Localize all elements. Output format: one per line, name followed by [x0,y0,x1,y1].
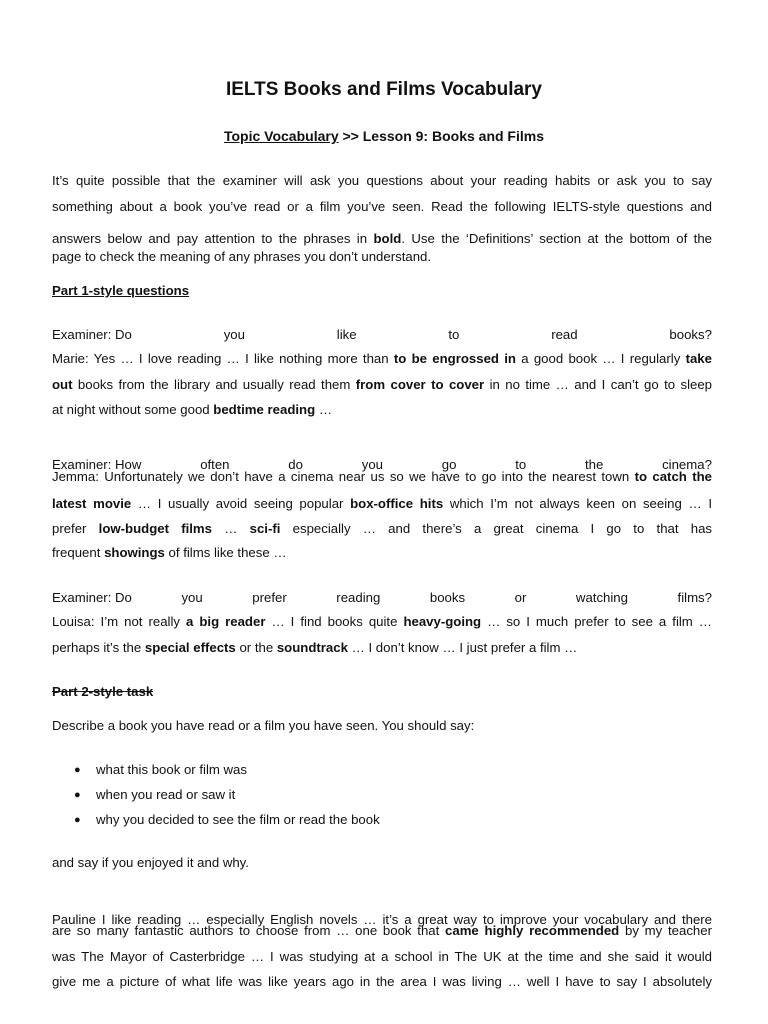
pauline-line-2: are so many fantastic authors to choose from … one book that came highly recommended by my teacher [52,923,712,938]
answer-2-line-4: frequent showings of films like these … [52,545,287,560]
answer-3-line-1: Louisa: I’m not really a big reader … I find books quite heavy-going … so I much prefer to see a film … [52,614,712,629]
bullet-icon: ● [74,764,81,776]
question-3: Examiner: Do you prefer reading books or watching films? [52,590,712,605]
question-2: Examiner: How often do you go to the cinema? [52,457,712,472]
answer-3-line-2: perhaps it’s the special effects or the soundtrack … I don’t know … I just prefer a film … [52,640,578,655]
answer-2-line-3: prefer low-budget films … sci-fi especially … and there’s a great cinema I go to that has [52,521,713,536]
pauline-line-4: give me a picture of what life was like years ago in the area I was living … well I have to say I absolutely [52,974,712,989]
task-end: and say if you enjoyed it and why. [52,855,249,870]
page-title: IELTS Books and Films Vocabulary [225,79,543,100]
lesson-label: >> Lesson 9: Books and Films [338,128,545,144]
bullet-item-2: when you read or saw it [96,787,236,802]
answer-1-line-2: out books from the library and usually read them from cover to cover in no time … and I can’t go to sleep [52,377,713,392]
topic-vocabulary-link[interactable]: Topic Vocabulary [223,128,339,144]
pauline-line-1: Pauline I like reading … especially English novels … it’s a great way to improve your vocabulary and there [52,912,712,927]
intro-line-2: something about a book you’ve read or a film you’ve seen. Read the following IELTS-style questions and [52,199,712,214]
bullet-item-3: why you decided to see the film or read the book [96,812,380,827]
question-1: Examiner: Do you like to read books? [52,327,712,342]
bullet-item-1: what this book or film was [96,762,247,777]
part1-heading: Part 1-style questions [52,283,190,298]
intro-line-1: It’s quite possible that the examiner will ask you questions about your reading habits or ask you to say [52,173,712,188]
part2-heading: Part 2-style task [52,684,154,699]
bullet-icon: ● [74,814,81,826]
answer-1-line-1: Marie: Yes … I love reading … I like nothing more than to be engrossed in a good book … I regularly take [52,351,712,366]
task-intro: Describe a book you have read or a film you have seen. You should say: [52,718,475,733]
page-subtitle [0,127,768,145]
bullet-icon: ● [74,789,81,801]
answer-2-line-1: Jemma: Unfortunately we don’t have a cinema near us so we have to go into the nearest town to catch the [52,469,712,484]
answer-2-line-2: latest movie … I usually avoid seeing popular box-office hits which I’m not always keen on seeing … I [52,496,712,511]
intro-line-4: page to check the meaning of any phrases you don’t understand. [52,249,432,264]
answer-1-line-3: at night without some good bedtime reading … [52,402,333,417]
intro-line-3: answers below and pay attention to the phrases in bold. Use the ‘Definitions’ section at the bottom of the [52,231,712,246]
pauline-line-3: was The Mayor of Casterbridge … I was studying at a school in The UK at the time and she said it would [52,949,712,964]
